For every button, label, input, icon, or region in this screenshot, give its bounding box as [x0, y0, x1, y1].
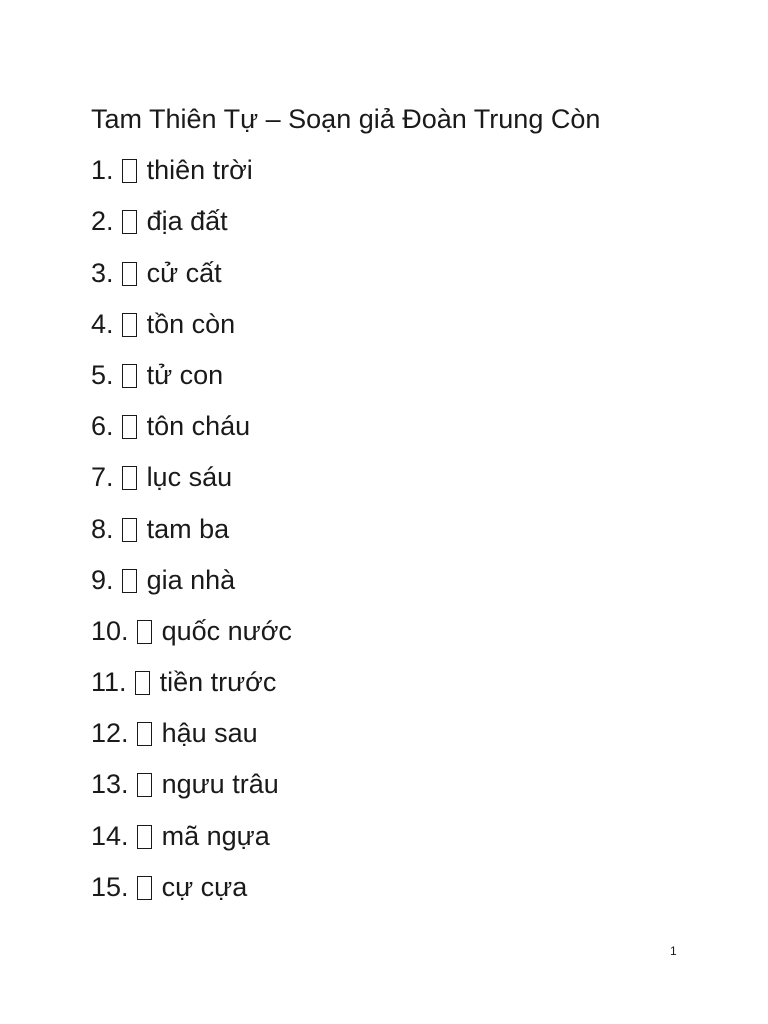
item-number: 12. — [91, 718, 129, 749]
item-text: lục sáu — [146, 462, 233, 493]
missing-glyph-box-icon — [137, 722, 152, 746]
list-item — [91, 299, 711, 350]
item-text: địa đất — [146, 206, 228, 237]
list-item — [91, 452, 711, 503]
item-text: gia nhà — [146, 564, 236, 595]
missing-glyph-box-icon — [135, 671, 150, 695]
document-title: Tam Thiên Tự – Soạn giả Đoàn Trung Còn — [91, 104, 601, 134]
missing-glyph-box-icon — [122, 415, 137, 439]
missing-glyph-box-icon — [122, 518, 137, 542]
item-number: 6. — [91, 411, 114, 442]
missing-glyph-box-icon — [137, 620, 152, 644]
item-text: quốc nước — [161, 615, 292, 646]
item-number: 4. — [91, 308, 114, 339]
list-item — [91, 555, 711, 606]
list-item — [91, 862, 711, 913]
list-item — [91, 657, 711, 708]
item-number: 11. — [91, 667, 127, 698]
missing-glyph-box-icon — [122, 364, 137, 388]
item-number: 13. — [91, 769, 129, 800]
item-text: tử con — [146, 359, 224, 390]
list-item — [91, 196, 711, 247]
missing-glyph-box-icon — [137, 773, 152, 797]
missing-glyph-box-icon — [122, 262, 137, 286]
item-text: tôn cháu — [146, 411, 251, 442]
list-item — [91, 504, 711, 555]
item-text: tiền trước — [159, 667, 277, 698]
item-text: hậu sau — [161, 718, 258, 749]
item-number: 14. — [91, 820, 129, 851]
list-item — [91, 350, 711, 401]
item-text: cử cất — [146, 257, 222, 288]
missing-glyph-box-icon — [137, 825, 152, 849]
missing-glyph-box-icon — [122, 210, 137, 234]
item-text: tồn còn — [146, 308, 236, 339]
list-item — [91, 248, 711, 299]
item-number: 10. — [91, 615, 129, 646]
list-item — [91, 401, 711, 452]
item-text: thiên trời — [146, 155, 253, 186]
item-number: 9. — [91, 564, 114, 595]
item-text: cự cựa — [161, 871, 248, 902]
list-item — [91, 708, 711, 759]
item-number: 7. — [91, 462, 114, 493]
item-number: 5. — [91, 359, 114, 390]
missing-glyph-box-icon — [122, 313, 137, 337]
item-number: 2. — [91, 206, 114, 237]
item-number: 3. — [91, 257, 114, 288]
item-text: ngưu trâu — [161, 769, 279, 800]
missing-glyph-box-icon — [122, 159, 137, 183]
item-number: 8. — [91, 513, 114, 544]
page-number: 1 — [670, 944, 677, 958]
missing-glyph-box-icon — [137, 876, 152, 900]
item-number: 1. — [91, 155, 114, 186]
item-text: mã ngựa — [161, 820, 270, 851]
list-item — [91, 759, 711, 810]
missing-glyph-box-icon — [122, 569, 137, 593]
list-item — [91, 811, 711, 862]
list-item — [91, 606, 711, 657]
document-body — [91, 94, 711, 913]
item-number: 15. — [91, 871, 129, 902]
missing-glyph-box-icon — [122, 466, 137, 490]
list-item — [91, 145, 711, 196]
item-text: tam ba — [146, 513, 230, 544]
